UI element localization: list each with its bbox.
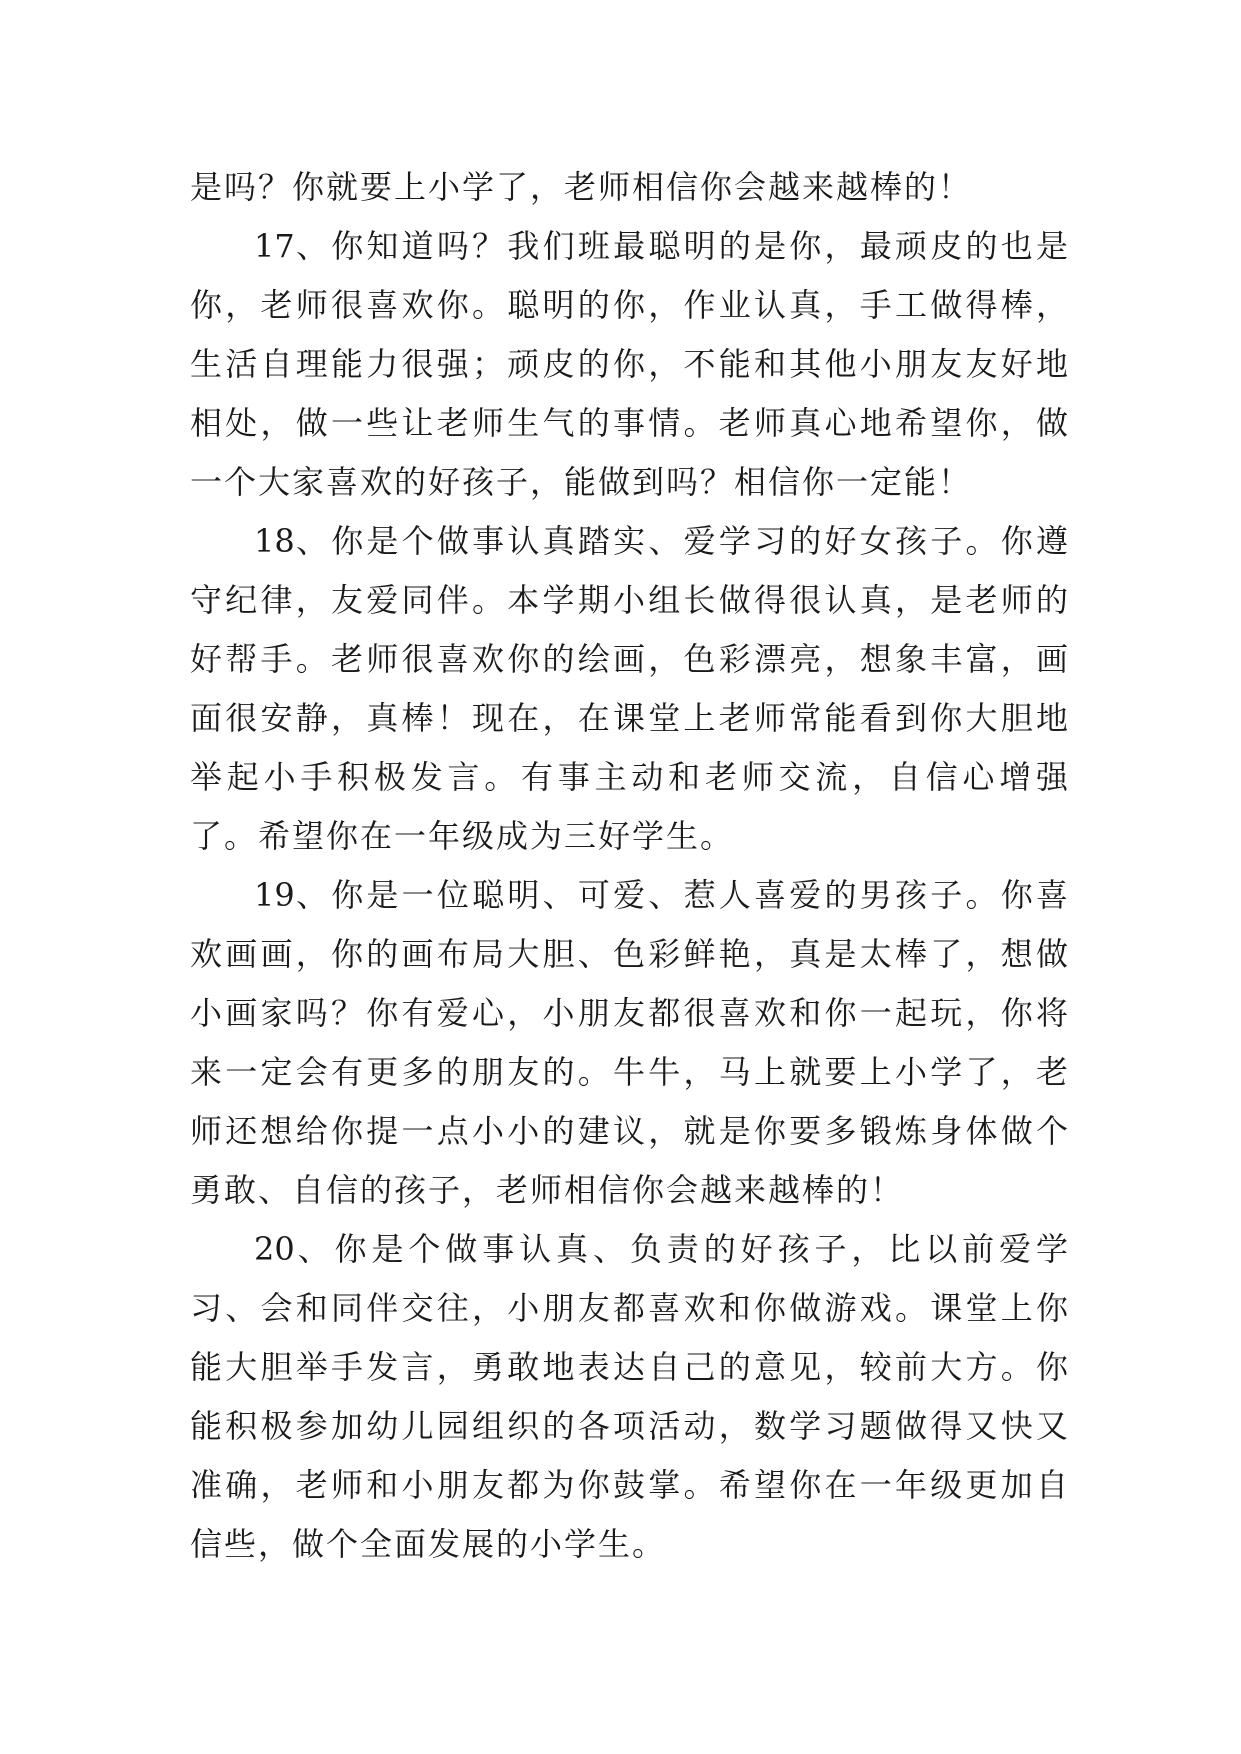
paragraph-18 bbox=[190, 512, 1070, 866]
document-body bbox=[190, 158, 1070, 1574]
paragraph-16-continuation bbox=[190, 158, 1070, 217]
paragraph-20 bbox=[190, 1220, 1070, 1574]
paragraph-number: 19 bbox=[254, 876, 295, 914]
paragraph-text: 、你是个做事认真踏实、爱学习的好女孩子。你遵守纪律，友爱同伴。本学期小组长做得很认真，是老师的好帮手。老师很喜欢你的绘画，色彩漂亮，想象丰富，画面很安静，真棒！现在，在课堂上老师常能看到你大胆地举起小手积极发言。有事主动和老师交流，自信心增强了。希望你在一年级成为三好学生。 bbox=[190, 522, 1070, 855]
paragraph-text: 、你是一位聪明、可爱、惹人喜爱的男孩子。你喜欢画画，你的画布局大胆、色彩鲜艳，真是太棒了，想做小画家吗？你有爱心，小朋友都很喜欢和你一起玩，你将来一定会有更多的朋友的。牛牛，马上就要上小学了，老师还想给你提一点小小的建议，就是你要多锻炼身体做个勇敢、自信的孩子，老师相信你会越来越棒的！ bbox=[190, 876, 1070, 1209]
paragraph-19 bbox=[190, 866, 1070, 1220]
paragraph-text: 、你是个做事认真、负责的好孩子，比以前爱学习、会和同伴交往，小朋友都喜欢和你做游戏。课堂上你能大胆举手发言，勇敢地表达自己的意见，较前大方。你能积极参加幼儿园组织的各项活动，数学习题做得又快又准确，老师和小朋友都为你鼓掌。希望你在一年级更加自信些，做个全面发展的小学生。 bbox=[190, 1230, 1070, 1563]
paragraph-number: 17 bbox=[254, 227, 295, 265]
paragraph-number: 18 bbox=[254, 522, 295, 560]
paragraph-text: 、你知道吗？我们班最聪明的是你，最顽皮的也是你，老师很喜欢你。聪明的你，作业认真，手工做得棒，生活自理能力很强；顽皮的你，不能和其他小朋友友好地相处，做一些让老师生气的事情。老师真心地希望你，做一个大家喜欢的好孩子，能做到吗？相信你一定能！ bbox=[190, 227, 1070, 501]
paragraph-17 bbox=[190, 217, 1070, 512]
paragraph-text: 是吗？你就要上小学了，老师相信你会越来越棒的！ bbox=[190, 168, 973, 206]
paragraph-number: 20 bbox=[254, 1230, 295, 1268]
